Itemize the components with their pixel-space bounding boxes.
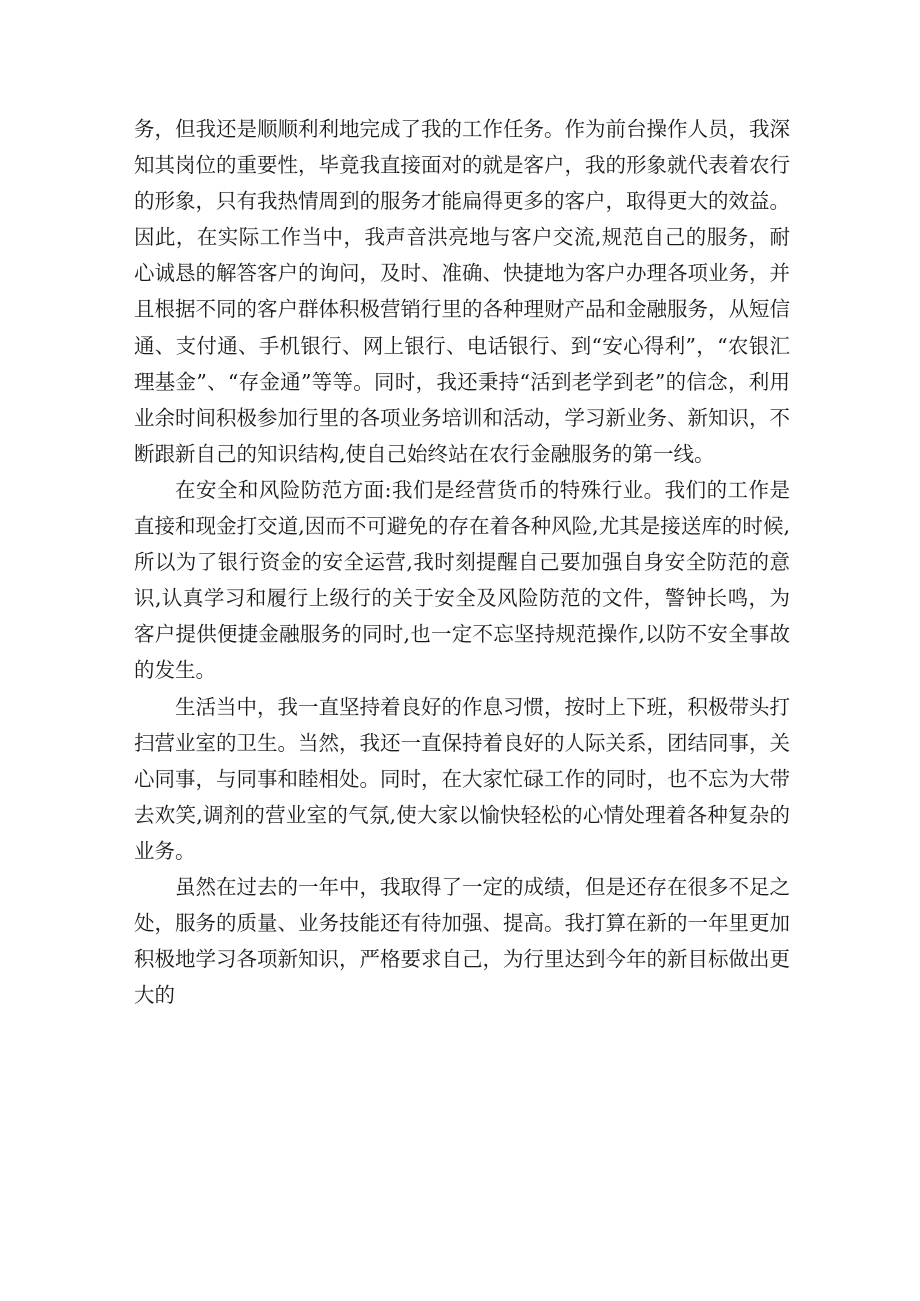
paragraph-3: 生活当中，我一直坚持着良好的作息习惯，按时上下班，积极带头打扫营业室的卫生。当然，我还一直保持着良好的人际关系，团结同事，关心同事，与同事和睦相处。同时，在大家忙碌工作的同时，也不忘为大带去欢笑,调剂的营业室的气氛,使大家以愉快轻松的心情处理着各种复杂的业务。 [134,694,790,863]
paragraph-4: 虽然在过去的一年中，我取得了一定的成绩，但是还存在很多不足之处，服务的质量、业务技能还有待加强、提高。我打算在新的一年里更加积极地学习各项新知识，严格要求自己，为行里达到今年的新目标做出更大的 [134,874,790,1008]
body-text [134,111,790,1013]
paragraph-1: 务，但我还是顺顺利利地完成了我的工作任务。作为前台操作人员，我深知其岗位的重要性，毕竟我直接面对的就是客户，我的形象就代表着农行的形象，只有我热情周到的服务才能扁得更多的客户，取得更大的效益。因此，在实际工作当中，我声音洪亮地与客户交流,规范自己的服务，耐心诚恳的解答客户的询问，及时、准确、快捷地为客户办理各项业务，并且根据不同的客户群体积极营销行里的各种理财产品和金融服务，从短信通、支付通、手机银行、网上银行、电话银行、到“安心得利”，“农银汇理基金”、“存金通”等等。同时，我还秉持“活到老学到老”的信念，利用业余时间积极参加行里的各项业务培训和活动，学习新业务、新知识，不断跟新自己的知识结构,使自己始终站在农行金融服务的第一线。 [134,117,790,466]
paragraph-2: 在安全和风险防范方面:我们是经营货币的特殊行业。我们的工作是直接和现金打交道,因而不可避免的存在着各种风险,尤其是接送库的时候,所以为了银行资金的安全运营,我时刻提醒自己要加强自身安全防范的意识,认真学习和履行上级行的关于安全及风险防范的文件，警钟长鸣，为客户提供便捷金融服务的同时,也一定不忘坚持规范操作,以防不安全事故的发生。 [134,477,790,683]
